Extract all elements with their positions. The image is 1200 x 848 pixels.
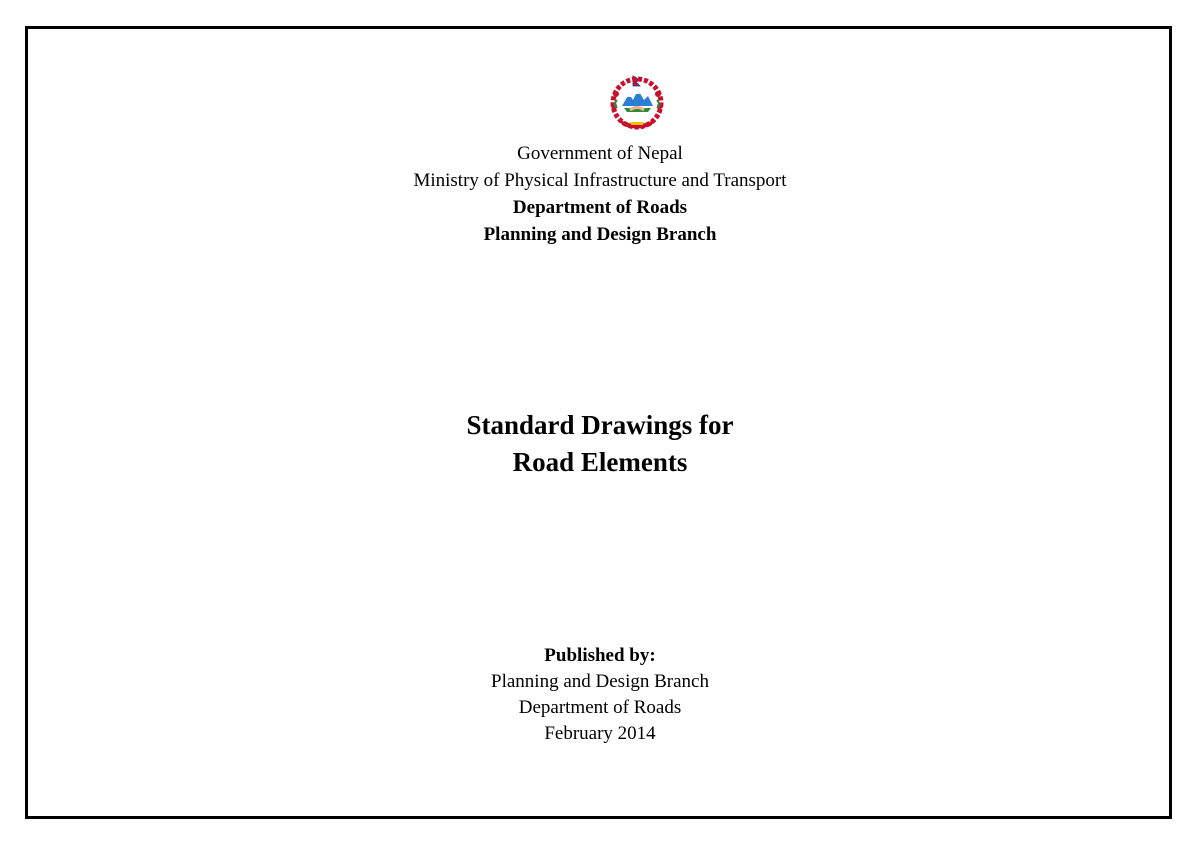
publication-date: February 2014 bbox=[544, 723, 656, 744]
publisher-department: Department of Roads bbox=[518, 697, 682, 718]
published-by-label: Published by: bbox=[544, 645, 656, 666]
document-title-line-2: Road Elements bbox=[512, 447, 688, 477]
ministry-name: Ministry of Physical Infrastructure and Transport bbox=[413, 170, 787, 191]
department-name: Department of Roads bbox=[512, 197, 688, 218]
publisher-branch: Planning and Design Branch bbox=[491, 671, 709, 692]
document-title-line-1: Standard Drawings for bbox=[466, 410, 734, 440]
branch-name: Planning and Design Branch bbox=[483, 224, 717, 245]
nepal-coat-of-arms-icon bbox=[602, 72, 672, 132]
government-name: Government of Nepal bbox=[517, 143, 683, 164]
